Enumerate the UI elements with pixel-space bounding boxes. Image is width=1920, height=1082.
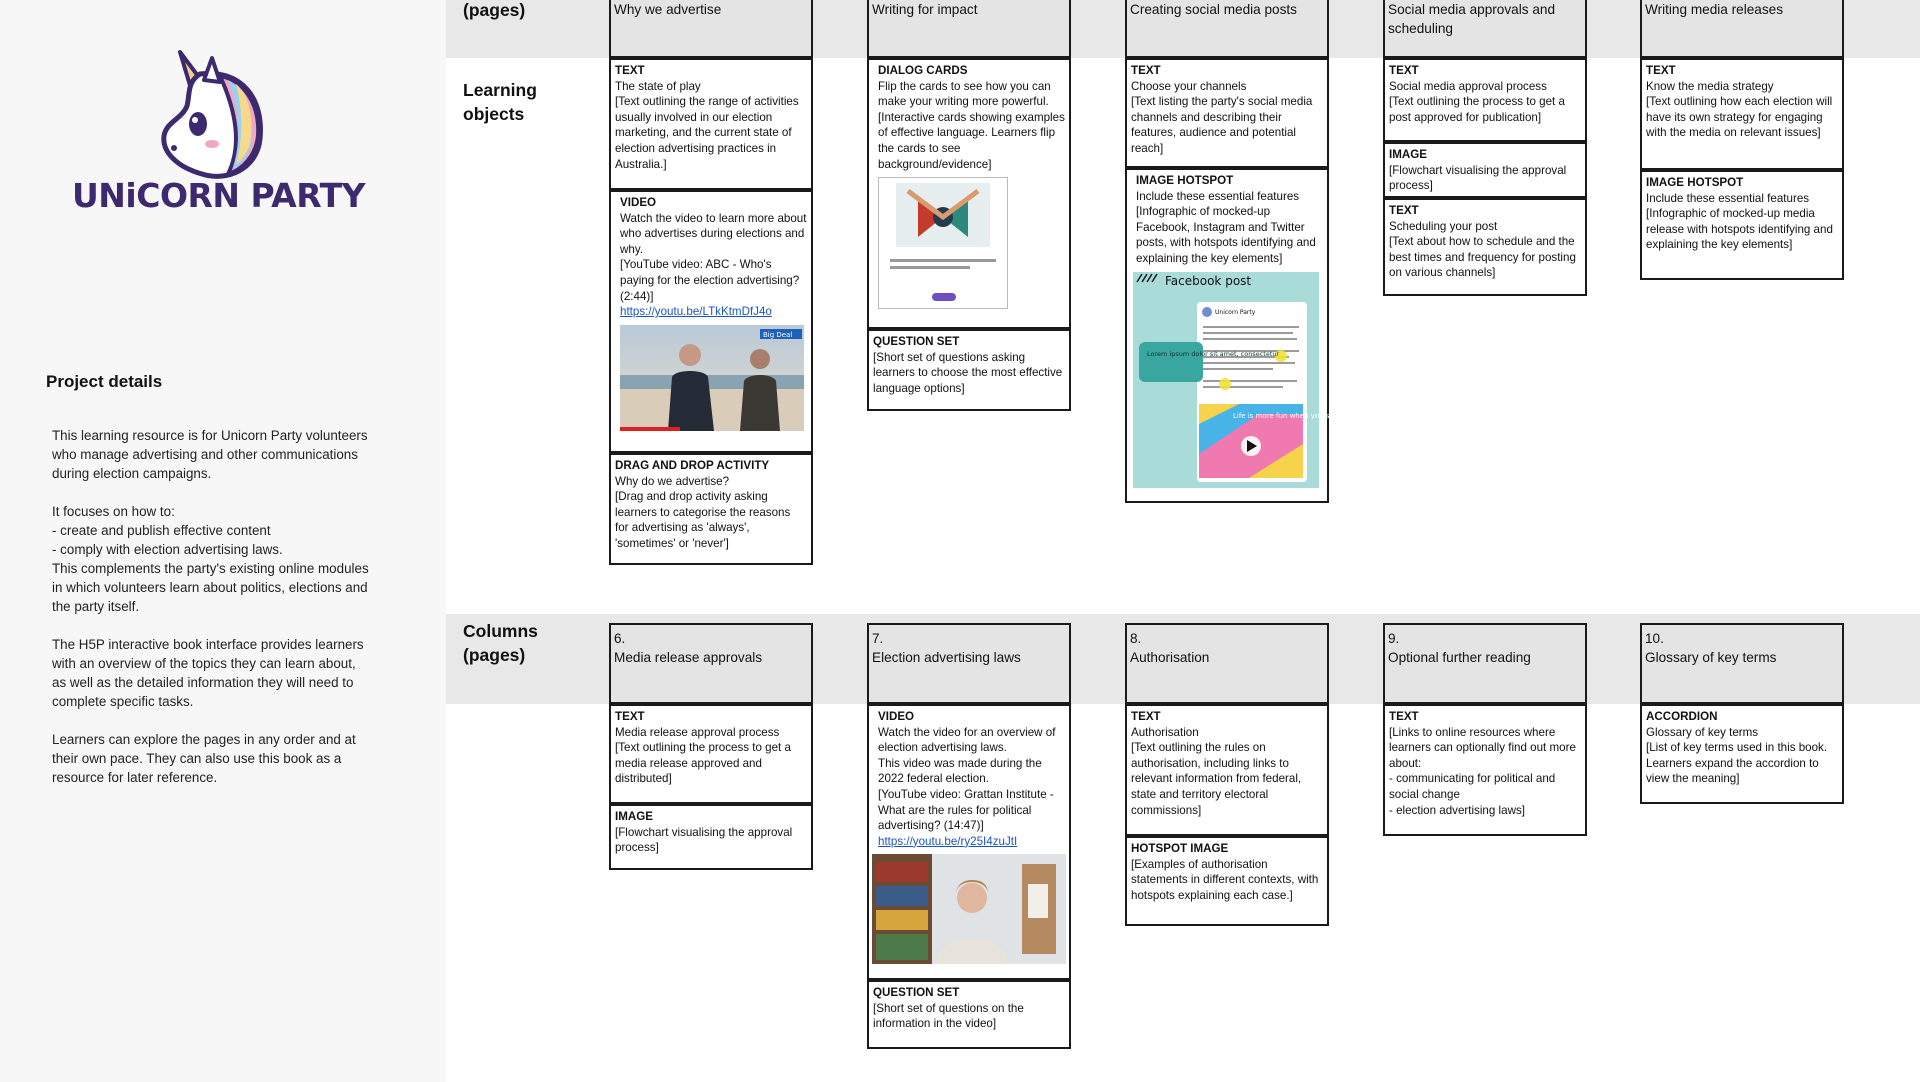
object-type: ACCORDION — [1646, 710, 1718, 723]
object-description: [List of key terms used in this book. Learners expand the accordion to view the meaning] — [1646, 741, 1828, 786]
row-label-pages: (pages) — [463, 0, 526, 20]
object-description: [Flowchart visualising the approval process] — [1389, 163, 1567, 193]
object-title: Know the media strategy — [1646, 79, 1774, 93]
unicorn-logo-icon — [142, 44, 272, 184]
object-detail: [Interactive cards showing examples of effective language. Learners flip the cards to see background/evidence] — [878, 110, 1065, 171]
object-description: Watch the video to learn more about who advertises during elections and why. — [620, 211, 807, 256]
page-title: Creating social media posts — [1130, 2, 1297, 17]
page-header-card — [1383, 623, 1587, 704]
learning-object-text — [1383, 198, 1587, 296]
object-title: Include these essential features — [1136, 189, 1300, 203]
object-note: This video was made during the 2022 federal election. — [878, 756, 1042, 786]
page-header-card — [609, 0, 813, 58]
page-title: Media release approvals — [614, 650, 763, 665]
object-source: [YouTube video: Grattan Institute - What are the rules for political advertising? (14:47)] — [878, 787, 1054, 833]
object-type: TEXT — [1131, 64, 1161, 77]
object-description: Flip the cards to see how you can make your writing more powerful. — [878, 79, 1051, 109]
object-title: Why do we advertise? — [615, 474, 730, 488]
learning-object-text — [1383, 704, 1587, 836]
object-description: [Text outlining the process to get a post approved for publication] — [1389, 95, 1565, 124]
project-list-item: - comply with election advertising laws. — [52, 542, 283, 557]
youtube-link[interactable]: https://youtu.be/LTkKtmDfJ4o — [620, 305, 772, 319]
object-description: [Flowchart visualising the approval process] — [615, 825, 793, 855]
object-list-item: - election advertising laws] — [1389, 803, 1525, 817]
learning-object-drag-drop — [609, 453, 813, 565]
project-paragraph: The H5P interactive book interface provides learners with an overview of the topics they can learn about, as well as the detailed information they will need to complete specific tasks. — [52, 637, 364, 709]
page-title: Social media approvals and scheduling — [1388, 2, 1556, 36]
facebook-post-infographic[interactable] — [1133, 272, 1360, 488]
object-description: [Drag and drop activity asking learners to categorise the reasons for advertising as 'always', 'sometimes' or 'never'] — [615, 490, 791, 550]
project-paragraph: It focuses on how to: — [52, 504, 175, 519]
learning-object-dialog-cards — [867, 58, 1071, 329]
object-type: TEXT — [1389, 204, 1419, 217]
object-title: Media release approval process — [615, 725, 780, 739]
object-description: [Text about how to schedule and the best times and frequency for posting on various channels] — [1389, 235, 1576, 280]
page-header-card — [867, 623, 1071, 704]
learning-object-hotspot-image — [1125, 836, 1329, 926]
object-description: [Infographic of mocked-up media release with hotspots identifying and explaining the key elements] — [1646, 207, 1833, 252]
project-list-item: - create and publish effective content — [52, 523, 271, 538]
learning-object-text — [609, 704, 813, 804]
unicorn-party-logo — [62, 44, 366, 224]
project-paragraph: Learners can explore the pages in any order and at their own pace. They can also use this book as a resource for later reference. — [52, 732, 356, 785]
learning-object-image — [609, 804, 813, 870]
poster-text: Life is more fun when you stand out — [1233, 411, 1360, 420]
learning-object-text — [609, 58, 813, 190]
page-title: Why we advertise — [614, 2, 722, 17]
learning-object-text — [1640, 58, 1844, 170]
object-type: IMAGE — [615, 810, 654, 823]
object-title: Social media approval process — [1389, 79, 1547, 93]
row-label-learning-objects: Learning objects — [463, 80, 537, 124]
object-description: [Text outlining the range of activities usually involved in our election marketing, and the current state of election advertising practices in Australia.] — [615, 95, 799, 171]
object-description: Watch the video for an overview of election advertising laws. — [878, 725, 1056, 755]
page-title: Optional further reading — [1388, 650, 1531, 665]
page-title: Election advertising laws — [872, 650, 1021, 665]
object-type: IMAGE HOTSPOT — [1136, 174, 1234, 187]
page-number: 8. — [1130, 631, 1142, 646]
page-number: 9. — [1388, 631, 1400, 646]
object-type: TEXT — [1389, 64, 1419, 77]
learning-object-accordion — [1640, 704, 1844, 804]
page-header-card — [609, 623, 813, 704]
object-type: VIDEO — [620, 196, 657, 209]
learning-object-image-hotspot — [1640, 170, 1844, 280]
object-type: QUESTION SET — [873, 986, 960, 999]
page-number: 6. — [614, 631, 626, 646]
page-title: Authorisation — [1130, 650, 1210, 665]
page-number: 10. — [1645, 631, 1664, 646]
object-type: DIALOG CARDS — [878, 64, 968, 77]
page-number: 7. — [872, 631, 884, 646]
learning-object-image — [1383, 142, 1587, 198]
video-badge: Big Deal — [763, 330, 793, 339]
learning-object-video — [867, 704, 1071, 980]
project-details-heading: Project details — [46, 372, 163, 391]
object-description: [Infographic of mocked-up Facebook, Instagram and Twitter posts, with hotspots identifying and explaining the key elements] — [1136, 205, 1316, 265]
object-type: IMAGE HOTSPOT — [1646, 176, 1744, 189]
object-title: Glossary of key terms — [1646, 725, 1759, 739]
object-title: Authorisation — [1131, 725, 1199, 739]
object-type: TEXT — [615, 64, 645, 77]
logo-wordmark: UNiCORN PARTY — [72, 176, 366, 215]
object-type: TEXT — [1389, 710, 1419, 723]
page-header-card — [1125, 623, 1329, 704]
video-thumbnail[interactable] — [620, 325, 804, 431]
object-description: [Text outlining the rules on authorisation, including links to relevant information from federal, state and territory electoral commissions] — [1131, 741, 1302, 817]
hotspot-bubble-text: Lorem ipsum dolor sit amet, consectetur — [1147, 349, 1280, 358]
object-description: [Examples of authorisation statements in different contexts, with hotspots explaining each case.] — [1131, 857, 1319, 902]
page-header-card — [867, 0, 1071, 58]
object-description: [Text outlining the process to get a media release approved and distributed] — [615, 741, 791, 786]
object-type: TEXT — [1131, 710, 1161, 723]
object-type: DRAG AND DROP ACTIVITY — [615, 459, 770, 472]
object-type: TEXT — [615, 710, 645, 723]
object-title: Choose your channels — [1131, 79, 1247, 93]
object-type: IMAGE — [1389, 148, 1428, 161]
object-title: Include these essential features — [1646, 191, 1810, 205]
object-description: [Short set of questions on the information in the video] — [873, 1001, 1024, 1031]
infographic-title: Facebook post — [1165, 273, 1252, 288]
page-header-card — [1125, 0, 1329, 58]
learning-object-image-hotspot — [1125, 168, 1360, 503]
learning-object-question-set — [867, 980, 1071, 1049]
learning-object-text — [1125, 704, 1329, 836]
object-type: HOTSPOT IMAGE — [1131, 842, 1229, 855]
object-type: VIDEO — [878, 710, 915, 723]
object-type: TEXT — [1646, 64, 1676, 77]
project-sidebar — [0, 0, 446, 1082]
project-details-body — [52, 426, 372, 806]
page-header-card — [1640, 0, 1844, 58]
project-paragraph: This complements the party's existing online modules in which volunteers learn about politics, elections and the party itself. — [52, 561, 369, 614]
learning-object-video — [609, 190, 813, 453]
learning-object-text — [1125, 58, 1329, 168]
object-title: The state of play — [615, 79, 701, 93]
learning-object-text — [1383, 58, 1587, 142]
object-title: Scheduling your post — [1389, 219, 1498, 233]
object-source: [YouTube video: ABC - Who's paying for the election advertising? (2:44)] — [620, 258, 800, 303]
object-description: [Text listing the party's social media channels and describing their features, audience and potential reach] — [1131, 95, 1313, 155]
project-paragraph: This learning resource is for Unicorn Party volunteers who manage advertising and other communications during election campaigns. — [52, 428, 368, 481]
page-title: Writing for impact — [872, 2, 978, 17]
object-list-item: - communicating for political and social change — [1389, 772, 1556, 801]
object-description: [Links to online resources where learners can optionally find out more about: — [1389, 725, 1576, 770]
object-description: [Short set of questions asking learners to choose the most effective language options] — [873, 350, 1063, 395]
post-author: Unicorn Party — [1215, 308, 1256, 316]
youtube-link[interactable]: https://youtu.be/ry25I4zuJtI — [878, 834, 1018, 848]
dialog-card-preview[interactable] — [878, 177, 1008, 309]
row-label-columns: Columns (pages) — [463, 621, 538, 665]
object-type: QUESTION SET — [873, 335, 960, 348]
page-header-card — [1640, 623, 1844, 704]
object-description: [Text outlining how each election will have its own strategy for engaging with the media on relevant issues] — [1646, 95, 1833, 140]
learning-object-question-set — [867, 329, 1071, 411]
page-title: Glossary of key terms — [1645, 650, 1777, 665]
video-thumbnail[interactable] — [872, 854, 1066, 964]
page-header-card — [1383, 0, 1587, 58]
page-title: Writing media releases — [1645, 2, 1784, 17]
